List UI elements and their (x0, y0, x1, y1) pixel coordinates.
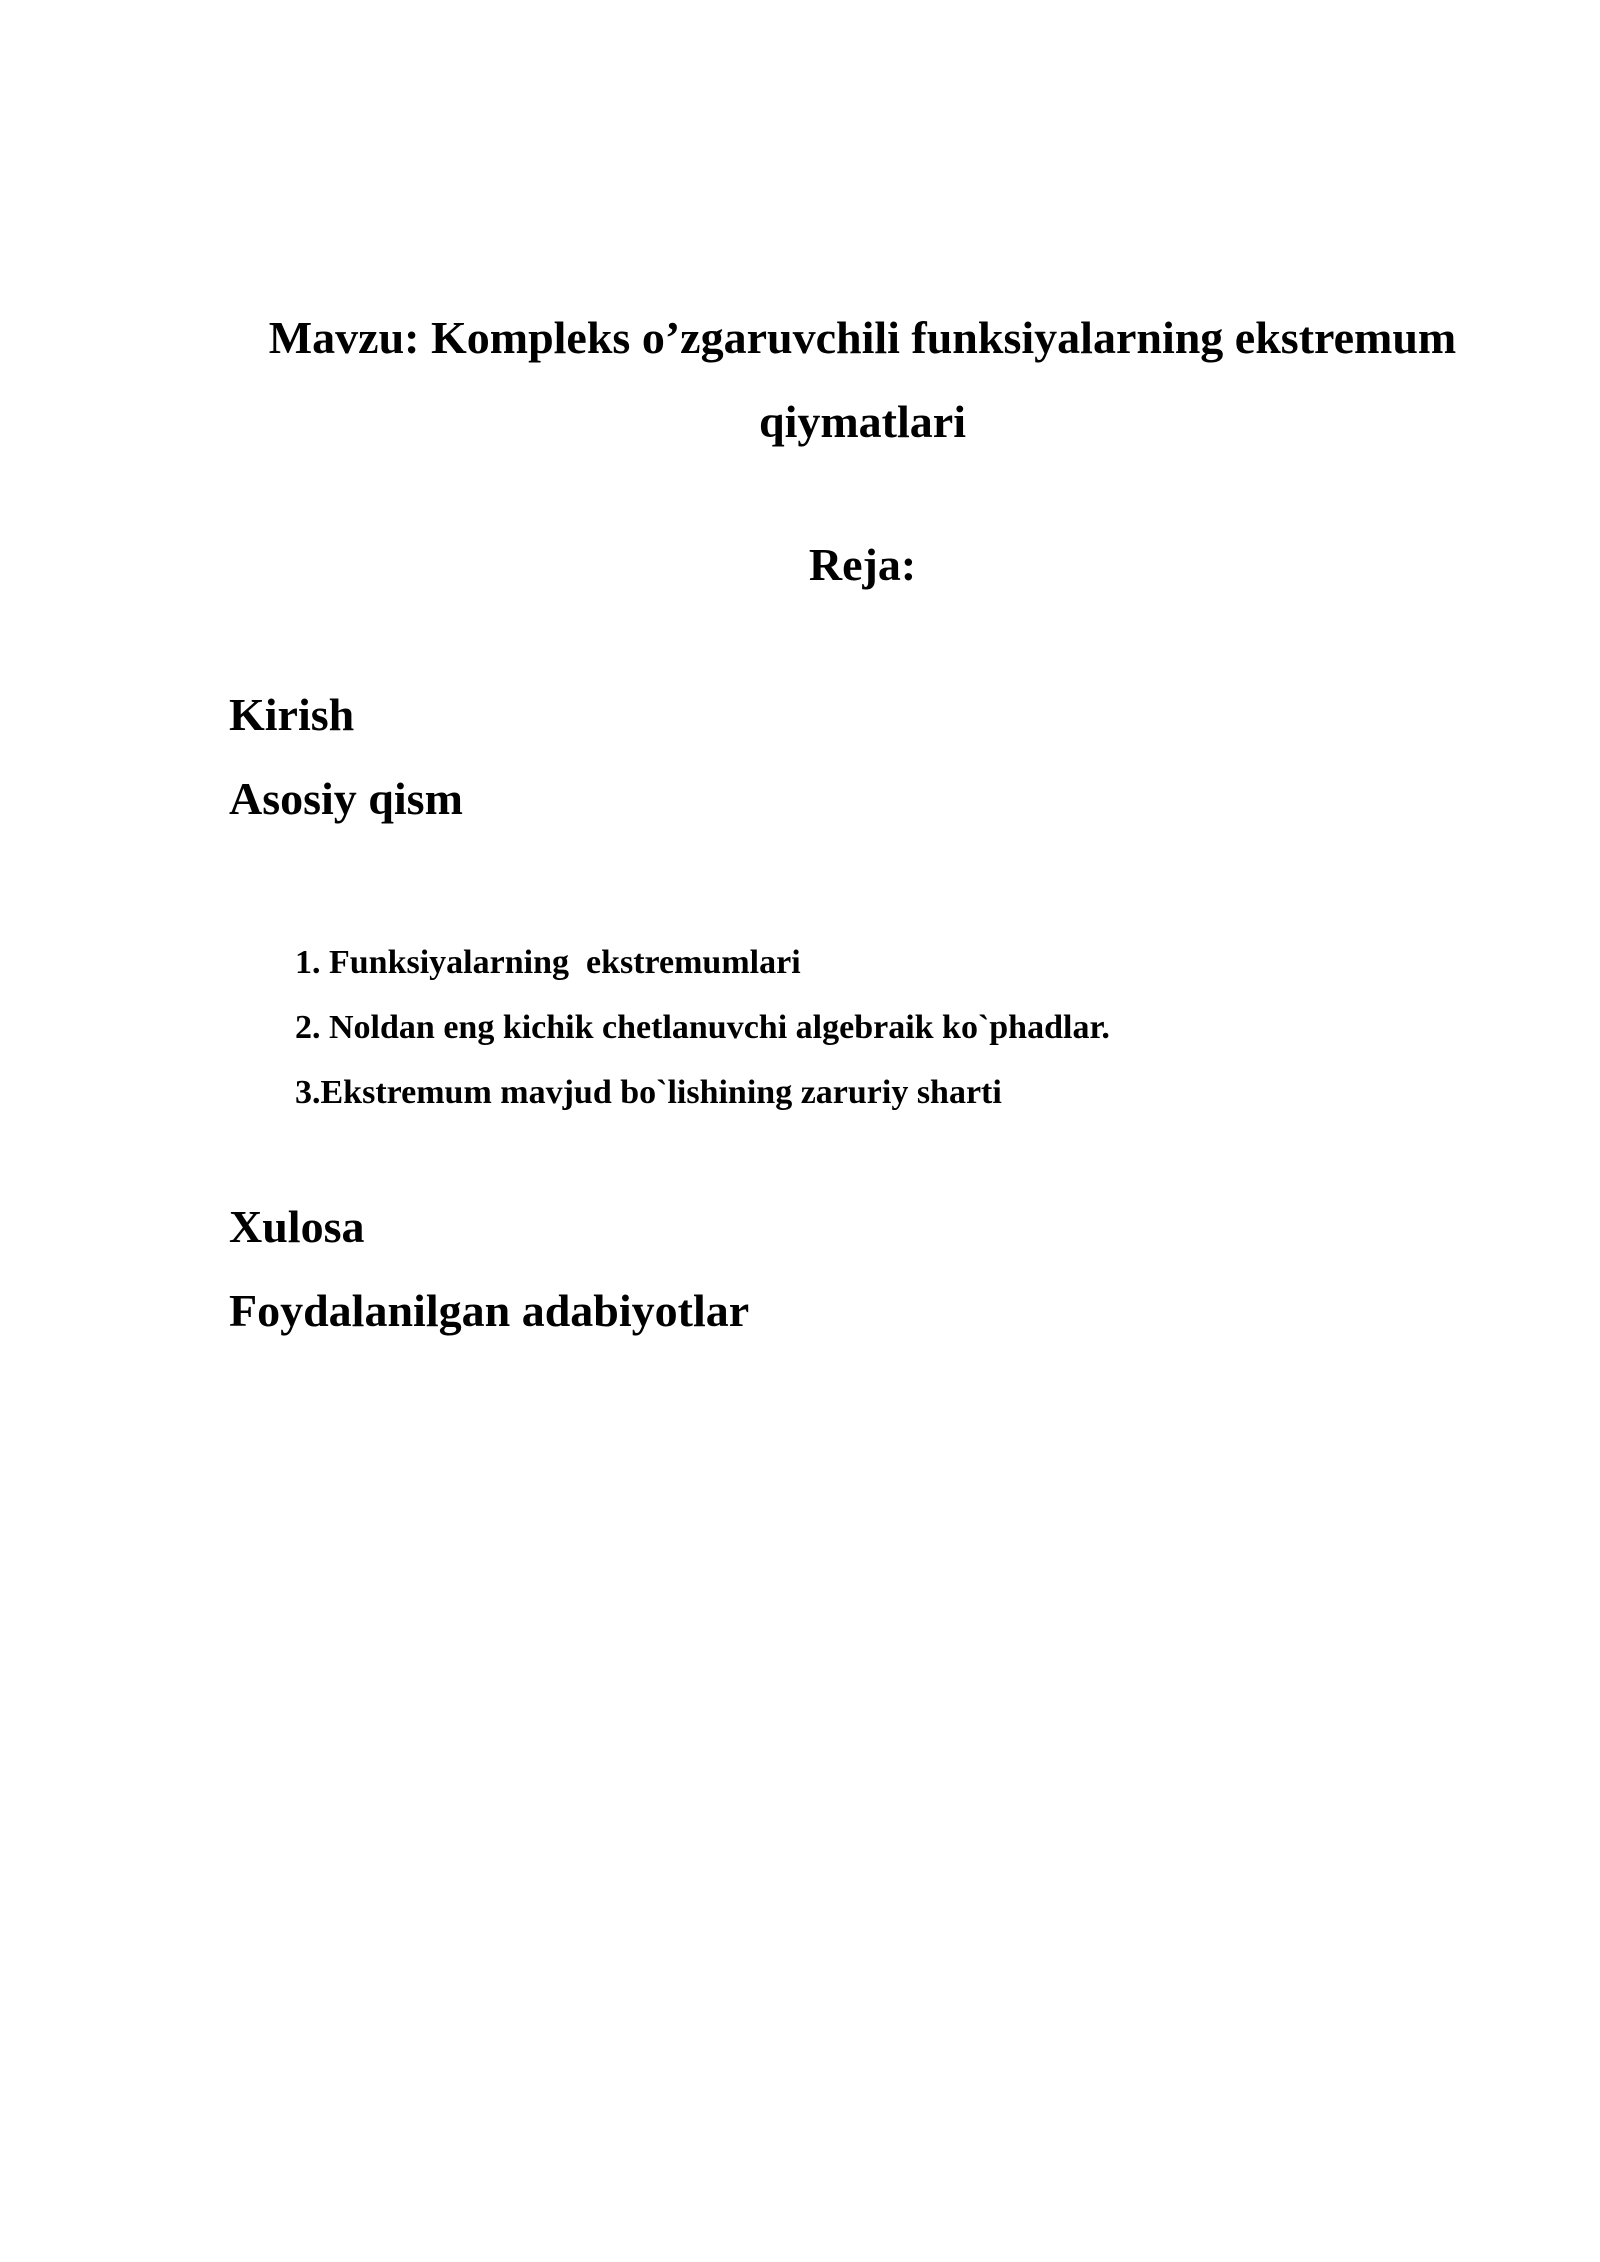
section-main-part: Asosiy qism (229, 773, 463, 824)
list-item: 1. Funksiyalarning ekstremumlari (295, 944, 801, 981)
main-part-list (295, 930, 1110, 1125)
list-item: 3.Ekstremum mavjud bo`lishining zaruriy sharti (295, 1074, 1002, 1111)
section-references: Foydalanilgan adabiyotlar (229, 1285, 750, 1336)
document-title: Mavzu: Kompleks o’zgaruvchili funksiyalarning ekstremum qiymatlari (268, 312, 1457, 447)
section-intro: Kirish (229, 689, 355, 740)
section-conclusion: Xulosa (229, 1201, 365, 1252)
list-item: 2. Noldan eng kichik chetlanuvchi algebraik ko`phadlar. (295, 1009, 1110, 1046)
plan-heading: Reja: (808, 539, 917, 590)
